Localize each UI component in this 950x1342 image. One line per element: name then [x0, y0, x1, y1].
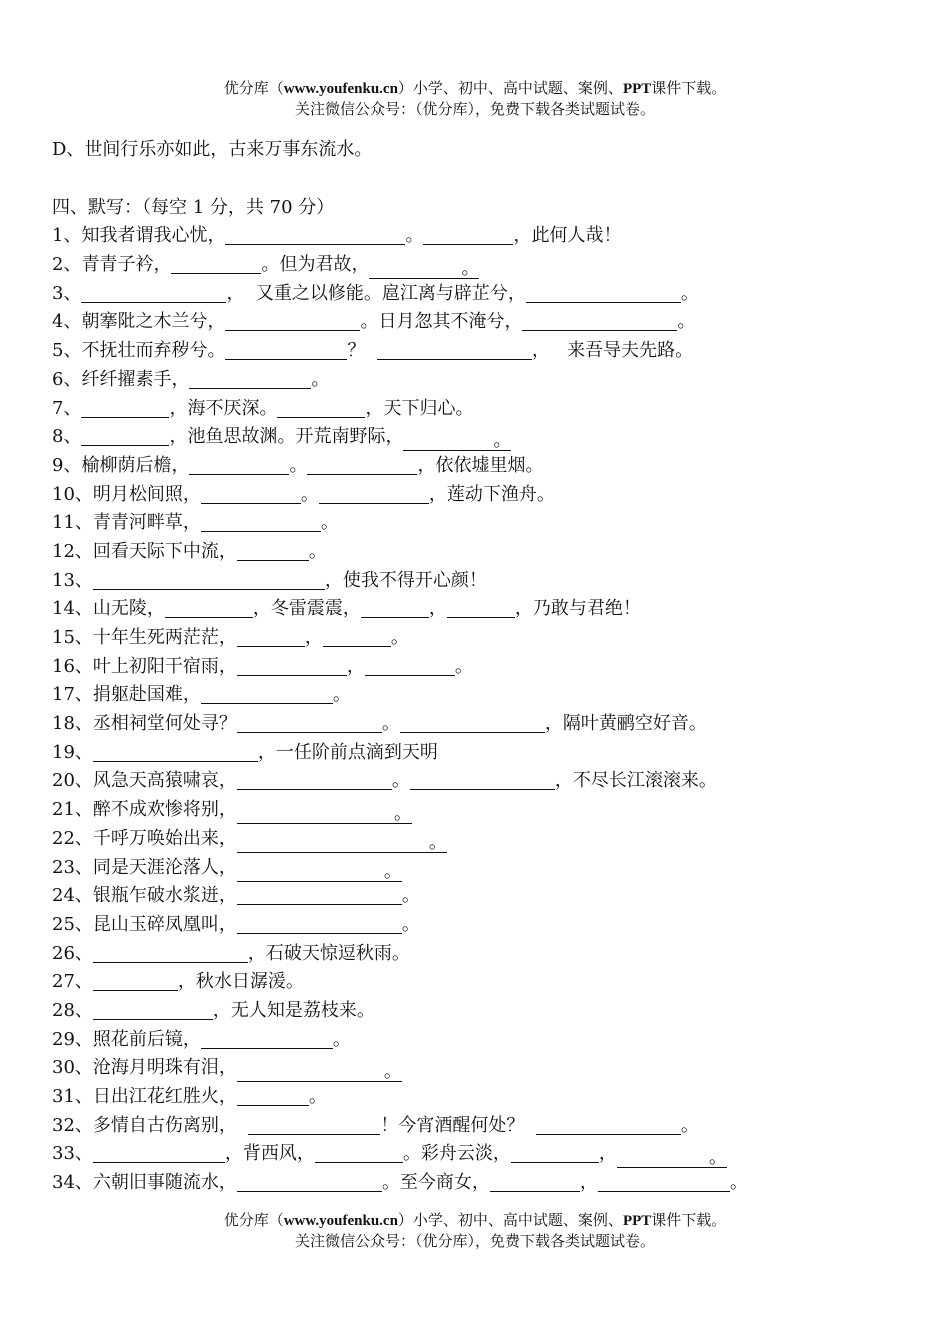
dictation-item — [52, 968, 912, 997]
item-text: 6、纤纤擢素手， — [52, 368, 190, 390]
item-text: 16、叶上初阳干宿雨， — [52, 655, 237, 677]
item-text: 29、照花前后镜， — [52, 1028, 201, 1050]
item-text: ，背西风， — [224, 1143, 315, 1165]
dictation-item — [52, 1140, 912, 1169]
item-text: 。 — [308, 540, 327, 562]
footer-text: 优分库（ — [223, 1211, 284, 1229]
header-site: www.youfenku.cn — [283, 81, 398, 97]
answer-blank[interactable] — [511, 1144, 599, 1163]
section-title: 四、默写：（每空 1 分，共 70 分） — [52, 196, 335, 218]
item-text: 。 — [320, 512, 339, 534]
answer-blank[interactable] — [237, 886, 402, 905]
item-text: ， 又重之以修能。扈江离与辟芷兮， — [226, 282, 526, 304]
footer-line-1 — [0, 1210, 950, 1231]
answer-blank[interactable] — [237, 628, 305, 647]
dictation-item — [52, 739, 912, 768]
document-body — [52, 136, 912, 1198]
option-d: D、世间行乐亦如此，古来万事东流水。 — [52, 139, 373, 160]
item-text: ， — [579, 1172, 598, 1194]
dictation-item — [52, 337, 912, 366]
answer-blank[interactable] — [522, 312, 677, 331]
item-text: 。 — [390, 627, 409, 648]
item-text: ，石破天惊逗秋雨。 — [247, 942, 410, 964]
dictation-item — [52, 882, 912, 911]
item-text: 28、 — [52, 999, 93, 1021]
dictation-item — [52, 222, 912, 251]
dictation-item — [52, 1083, 912, 1112]
answer-blank[interactable] — [598, 1173, 730, 1192]
item-text: 27、 — [52, 971, 93, 993]
dictation-item — [52, 280, 912, 309]
answer-blank[interactable] — [237, 1087, 309, 1106]
header-line-2: 关注微信公众号：（优分库），免费下载各类试题试卷。 — [294, 100, 655, 118]
item-text: ！今宵酒醒何处？ — [380, 1114, 536, 1136]
header-text: ）小学、初中、高中试题、案例、 — [397, 79, 623, 97]
item-text: 1、知我者谓我心忧， — [52, 225, 226, 247]
item-text: 。 — [677, 311, 696, 333]
item-text: ？ — [347, 340, 377, 362]
answer-blank[interactable] — [189, 370, 311, 389]
answer-blank[interactable] — [201, 1030, 333, 1049]
item-text: 30、沧海月明珠有泪， — [52, 1057, 237, 1079]
page-header — [0, 78, 950, 119]
header-text: 课件下载。 — [651, 79, 727, 97]
item-text: ， 来吾导夫先路。 — [531, 340, 694, 362]
dictation-item — [52, 825, 912, 854]
answer-blank[interactable] — [189, 456, 289, 475]
dictation-item — [52, 681, 912, 710]
item-text: ，使我不得开心颜！ — [324, 569, 487, 591]
item-text: 15、十年生死两茫茫， — [52, 627, 237, 648]
item-text: ，不尽长江滚滚来。 — [554, 770, 717, 792]
item-text: 24、银瓶乍破水浆迸， — [52, 885, 237, 907]
item-text: 4、朝搴阰之木兰兮， — [52, 311, 226, 333]
dictation-item — [52, 940, 912, 969]
answer-blank[interactable] — [319, 485, 429, 504]
item-text: 。至今商女， — [381, 1172, 490, 1194]
footer-line-2: 关注微信公众号：（优分库），免费下载各类试题试卷。 — [294, 1232, 655, 1250]
answer-blank[interactable] — [93, 1144, 225, 1163]
item-text: 5、不抚壮而弃秽兮。 — [52, 340, 226, 362]
item-text: 。 — [405, 225, 424, 247]
answer-blank[interactable] — [201, 513, 321, 532]
item-text: 11、青青河畔草， — [52, 512, 201, 534]
dictation-item — [52, 911, 912, 940]
answer-blank[interactable] — [81, 399, 169, 418]
item-text: 10、明月松间照， — [52, 483, 201, 505]
item-text: 。 — [332, 1028, 351, 1050]
answer-blank[interactable] — [201, 685, 333, 704]
dictation-item — [52, 509, 912, 538]
spacer — [52, 165, 912, 194]
item-text: 。但为君故， — [261, 254, 370, 276]
dictation-item — [52, 767, 912, 796]
item-text: 。 — [680, 282, 699, 304]
item-text: 12、回看天际下中流， — [52, 540, 237, 562]
answer-blank[interactable] — [225, 312, 360, 331]
header-ppt: PPT — [622, 81, 652, 97]
dictation-item — [52, 567, 912, 596]
item-text: 14、山无陵， — [52, 598, 165, 620]
answer-blank[interactable] — [93, 743, 258, 762]
item-text: 33、 — [52, 1143, 93, 1165]
item-text: 。 — [381, 713, 400, 735]
footer-text: ）小学、初中、高中试题、案例、 — [397, 1211, 623, 1229]
answer-blank[interactable] — [93, 1001, 213, 1020]
item-text: 。 — [391, 770, 410, 792]
item-text: ，隔叶黄鹂空好音。 — [544, 713, 707, 735]
answer-blank[interactable] — [400, 714, 545, 733]
dictation-item — [52, 395, 912, 424]
item-text: ，秋水日潺湲。 — [177, 971, 304, 993]
answer-blank[interactable] — [225, 341, 347, 360]
item-text: ， — [598, 1143, 617, 1165]
dictation-item — [52, 653, 912, 682]
answer-blank[interactable] — [237, 542, 309, 561]
answer-blank[interactable] — [237, 714, 382, 733]
item-text: 19、 — [52, 741, 93, 763]
item-text: 。 — [401, 885, 420, 907]
answer-blank[interactable] — [365, 657, 455, 676]
dictation-item — [52, 710, 912, 739]
answer-blank[interactable] — [93, 944, 248, 963]
item-text: 。 — [332, 684, 351, 706]
answer-blank[interactable]: 。 — [237, 1063, 402, 1082]
item-text: 。 — [729, 1172, 748, 1194]
dictation-item — [52, 1112, 912, 1141]
item-text: 。日月忽其不淹兮， — [360, 311, 523, 333]
dictation-item — [52, 1026, 912, 1055]
item-text: 20、风急天高猿啸哀， — [52, 770, 237, 792]
answer-blank[interactable] — [93, 972, 178, 991]
answer-blank[interactable] — [423, 226, 513, 245]
dictation-item — [52, 595, 912, 624]
item-text: 9、榆柳荫后檐， — [52, 454, 190, 476]
answer-blank[interactable] — [277, 399, 365, 418]
answer-blank[interactable] — [171, 255, 261, 274]
item-text: 。 — [289, 454, 308, 476]
dictation-item — [52, 452, 912, 481]
item-text: 3、 — [52, 282, 82, 304]
item-text: ，海不厌深。 — [169, 397, 278, 419]
answer-blank[interactable]: 。 — [237, 834, 447, 853]
item-text: 26、 — [52, 942, 93, 964]
answer-blank[interactable] — [410, 771, 555, 790]
page-footer — [0, 1210, 950, 1251]
answer-blank[interactable] — [377, 341, 532, 360]
footer-site: www.youfenku.cn — [283, 1213, 398, 1229]
answer-blank[interactable] — [536, 1116, 681, 1135]
item-text: ，依依墟里烟。 — [417, 454, 544, 476]
item-text: ，乃敢与君绝！ — [514, 598, 641, 620]
answer-blank[interactable] — [225, 226, 405, 245]
answer-blank[interactable]: 。 — [237, 805, 412, 824]
answer-blank[interactable] — [81, 284, 226, 303]
item-text: ，一任阶前点滴到天明 — [257, 741, 438, 763]
dictation-item — [52, 251, 912, 280]
item-text: 23、同是天涯沦落人， — [52, 856, 237, 878]
item-text: 。 — [401, 913, 420, 935]
item-text: 25、昆山玉碎凤凰叫， — [52, 913, 237, 935]
answer-blank[interactable]: 。 — [617, 1149, 727, 1168]
dictation-list — [52, 222, 912, 1197]
item-text: 21、醉不成欢惨将别， — [52, 799, 237, 821]
answer-blank[interactable] — [490, 1173, 580, 1192]
dictation-item — [52, 481, 912, 510]
item-text: ， — [346, 655, 365, 677]
dictation-item — [52, 997, 912, 1026]
item-text: 32、多情自古伤离别， — [52, 1114, 249, 1136]
answer-blank[interactable] — [323, 628, 391, 647]
answer-blank[interactable]: 。 — [403, 432, 511, 451]
answer-blank[interactable] — [361, 599, 429, 618]
item-text: 18、丞相祠堂何处寻？ — [52, 713, 237, 735]
answer-blank[interactable] — [315, 1144, 403, 1163]
answer-blank[interactable] — [237, 771, 392, 790]
item-text: ，无人知是荔枝来。 — [212, 999, 375, 1021]
dictation-item — [52, 854, 912, 883]
answer-blank[interactable] — [237, 1173, 382, 1192]
dictation-item — [52, 1169, 912, 1198]
item-text: 。 — [680, 1114, 699, 1136]
item-text: ，此何人哉！ — [513, 225, 622, 247]
header-text: 优分库（ — [223, 79, 284, 97]
item-text: 34、六朝旧事随流水， — [52, 1172, 237, 1194]
item-text: 2、青青子衿， — [52, 254, 172, 276]
item-text: ， — [428, 598, 447, 620]
answer-blank[interactable] — [526, 284, 681, 303]
answer-blank[interactable] — [237, 657, 347, 676]
item-text: 8、 — [52, 426, 82, 448]
item-text: ，冬雷震震， — [252, 598, 361, 620]
item-text: 22、千呼万唤始出来， — [52, 827, 237, 849]
item-text: 。 — [300, 483, 319, 505]
header-line-1 — [0, 78, 950, 99]
answer-blank[interactable] — [165, 599, 253, 618]
answer-blank[interactable] — [81, 427, 169, 446]
dictation-item — [52, 624, 912, 653]
answer-blank[interactable] — [248, 1116, 380, 1135]
answer-blank[interactable]: 。 — [237, 863, 402, 882]
item-text: 17、捐躯赴国难， — [52, 684, 201, 706]
item-text: 7、 — [52, 397, 82, 419]
item-text: 13、 — [52, 569, 93, 591]
item-text: ，莲动下渔舟。 — [428, 483, 555, 505]
dictation-item — [52, 308, 912, 337]
dictation-item — [52, 796, 912, 825]
answer-blank[interactable] — [93, 571, 325, 590]
item-text: 。 — [308, 1086, 327, 1107]
dictation-item — [52, 538, 912, 567]
dictation-item — [52, 423, 912, 452]
footer-ppt: PPT — [622, 1213, 652, 1229]
answer-blank[interactable] — [237, 915, 402, 934]
item-text: ，池鱼思故渊。开荒南野际， — [169, 426, 404, 448]
footer-text: 课件下载。 — [651, 1211, 727, 1229]
item-text: 。彩舟云淡， — [402, 1143, 511, 1165]
dictation-item — [52, 1054, 912, 1083]
item-text: 31、日出江花红胜火， — [52, 1086, 237, 1107]
dictation-item — [52, 366, 912, 395]
item-text: ， — [304, 627, 323, 648]
item-text: ，天下归心。 — [365, 397, 474, 419]
item-text: 。 — [454, 655, 473, 677]
answer-blank[interactable] — [447, 599, 515, 618]
answer-blank[interactable] — [201, 485, 301, 504]
answer-blank[interactable]: 。 — [369, 260, 479, 279]
answer-blank[interactable] — [307, 456, 417, 475]
item-text: 。 — [311, 368, 330, 390]
